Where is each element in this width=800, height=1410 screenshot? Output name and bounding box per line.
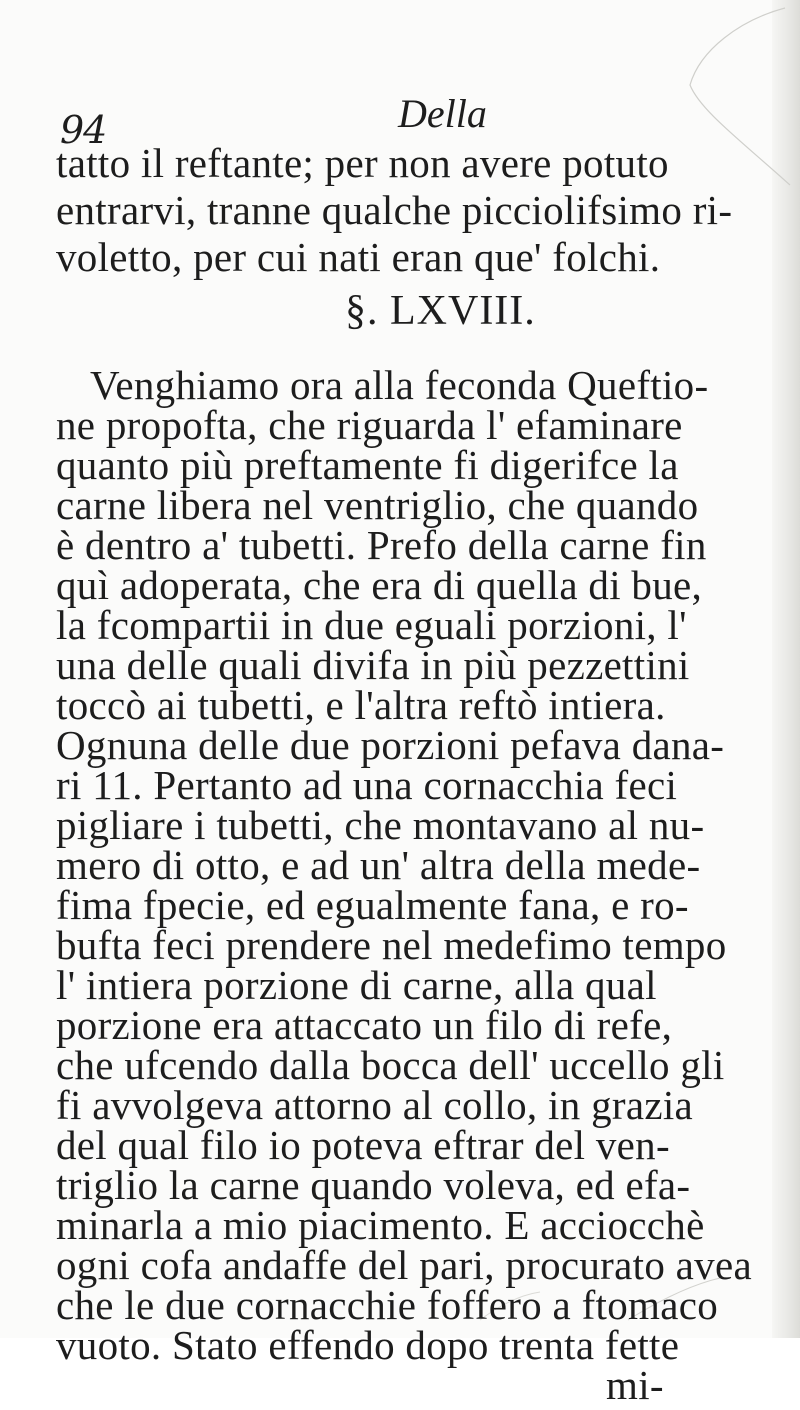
text-line: la fcompartii in due eguali porzioni, l': [56, 602, 687, 648]
text-line: pigliare i tubetti, che montavano al nu-: [56, 802, 705, 848]
text-line: triglio la carne quando voleva, ed efa-: [56, 1162, 691, 1208]
text-line: mero di otto, e ad un' altra della mede-: [56, 842, 701, 888]
text-line: fima fpecie, ed egualmente fana, e ro-: [56, 882, 689, 928]
text-line: carne libera nel ventriglio, che quando: [56, 482, 699, 528]
text-line: che ufcendo dalla bocca dell' uccello gli: [56, 1042, 725, 1088]
section-heading: §. LXVIII.: [345, 288, 536, 334]
text-line: porzione era attaccato un filo di refe,: [56, 1002, 673, 1048]
text-line: tatto il reftante; per non avere potuto: [56, 140, 669, 186]
text-line: Venghiamo ora alla feconda Queftio-: [90, 362, 709, 408]
text-line: è dentro a' tubetti. Prefo della carne fin: [56, 522, 707, 568]
text-line: del qual filo io poteva eftrar del ven-: [56, 1122, 670, 1168]
text-line: che le due cornacchie foffero a ftomaco: [56, 1282, 719, 1328]
page-number: 94: [60, 108, 107, 152]
text-line: quì adoperata, che era di quella di bue,: [56, 562, 703, 608]
text-line: una delle quali divifa in più pezzettini: [56, 642, 690, 688]
text-line: bufta feci prendere nel medefimo tempo: [56, 922, 727, 968]
catchword: mi-: [606, 1362, 664, 1408]
text-line: l' intiera porzione di carne, alla qual: [56, 962, 657, 1008]
text-line: quanto più preftamente fi digerifce la: [56, 442, 679, 488]
running-head: Della: [398, 91, 487, 136]
text-line: minarla a mio piacimento. E acciocchè: [56, 1202, 705, 1248]
text-line: voletto, per cui nati eran que' folchi.: [56, 234, 661, 280]
text-line: ne propofta, che riguarda l' efaminare: [56, 402, 683, 448]
page-edge-shadow: [772, 0, 800, 1338]
text-line: ri 11. Pertanto ad una cornacchia feci: [56, 762, 678, 808]
text-line: Ognuna delle due porzioni pefava dana-: [56, 722, 725, 768]
text-line: toccò ai tubetti, e l'altra reftò intiera.: [56, 682, 666, 728]
text-line: vuoto. Stato effendo dopo trenta fette: [56, 1322, 680, 1368]
text-line: ogni cofa andaffe del pari, procurato avea: [56, 1242, 752, 1288]
text-line: fi avvolgeva attorno al collo, in grazia: [56, 1082, 694, 1128]
text-line: entrarvi, tranne qualche picciolifsimo ri-: [56, 187, 733, 233]
